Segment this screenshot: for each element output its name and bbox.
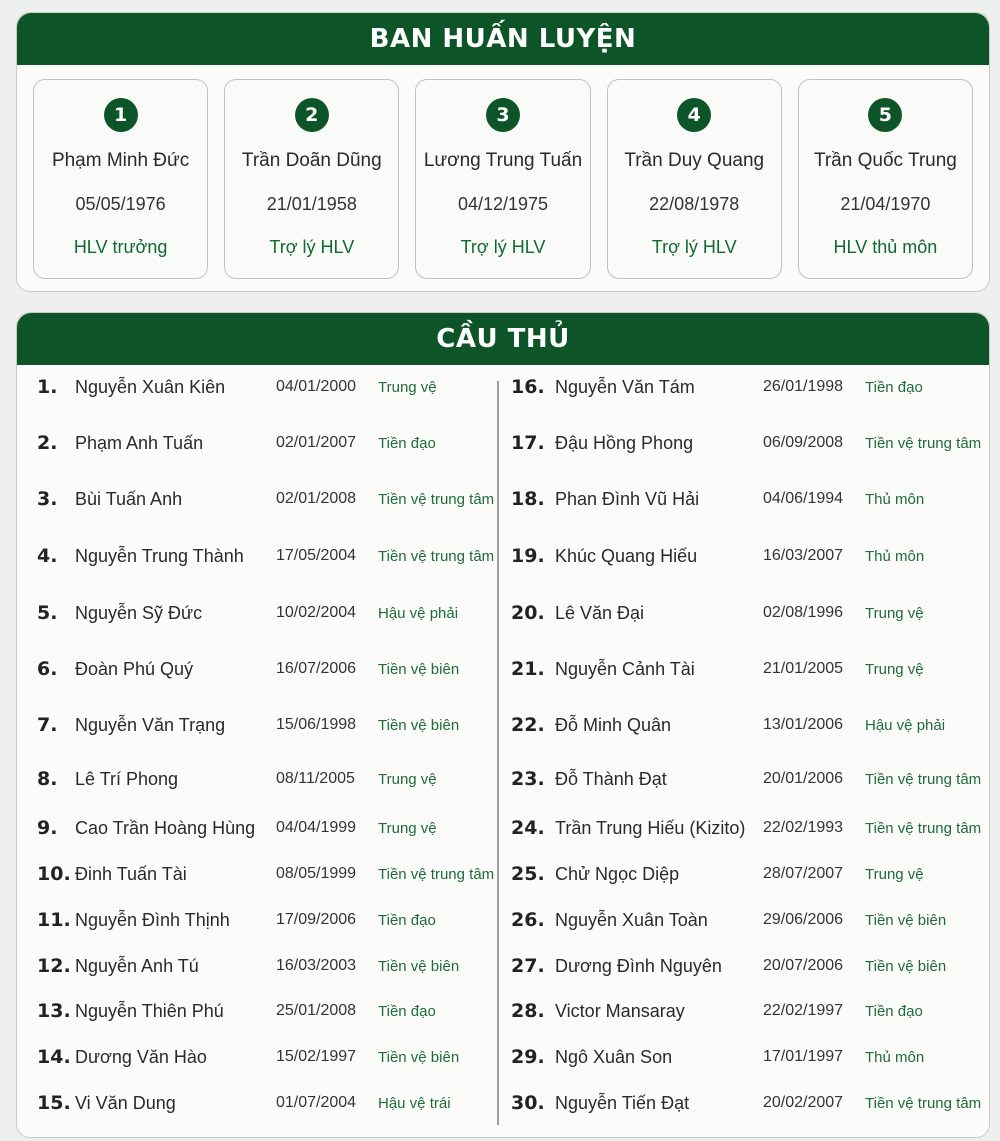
player-number: 25.: [511, 863, 545, 885]
player-row: [17, 1037, 495, 1077]
player-birthdate: 16/03/2003: [276, 957, 357, 974]
player-birthdate: 20/07/2006: [763, 957, 844, 974]
player-position: Thủ môn: [865, 547, 925, 565]
player-number: 30.: [511, 1092, 545, 1114]
player-name: Đoàn Phú Quý: [75, 658, 194, 679]
coach-birthdate: 22/08/1978: [649, 194, 740, 214]
player-name: Nguyễn Sỹ Đức: [75, 602, 203, 623]
player-position: Thủ môn: [865, 1048, 925, 1066]
player-name: Khúc Quang Hiếu: [555, 545, 698, 566]
player-position: Tiền vệ trung tâm: [378, 865, 495, 883]
player-row: [499, 900, 990, 940]
player-name: Chử Ngọc Diệp: [555, 863, 680, 884]
player-row: [499, 854, 990, 894]
player-birthdate: 06/09/2008: [763, 434, 844, 451]
player-name: Cao Trần Hoàng Hùng: [75, 817, 256, 838]
player-number: 26.: [511, 909, 545, 931]
player-birthdate: 22/02/1993: [763, 819, 844, 836]
player-name: Lê Trí Phong: [75, 768, 179, 789]
coach-number-badge: 1: [104, 98, 138, 132]
player-row: [499, 423, 990, 463]
player-birthdate: 20/01/2006: [763, 770, 844, 787]
player-birthdate: 08/05/1999: [276, 865, 357, 882]
player-position: Tiền vệ biên: [865, 911, 947, 929]
player-position: Tiền đạo: [865, 1002, 923, 1020]
player-number: 4.: [37, 545, 58, 567]
player-birthdate: 02/08/1996: [763, 604, 844, 621]
player-birthdate: 17/01/1997: [763, 1048, 844, 1065]
coach-role: HLV trưởng: [73, 237, 168, 257]
player-birthdate: 15/06/1998: [276, 716, 357, 733]
player-position: Hậu vệ phải: [865, 716, 946, 734]
player-number: 22.: [511, 714, 545, 736]
player-number: 27.: [511, 955, 545, 977]
player-row: [499, 808, 990, 848]
player-position: Hậu vệ phải: [378, 604, 459, 622]
player-position: Tiền đạo: [378, 1002, 436, 1020]
player-row: [499, 367, 990, 407]
coach-card: [607, 79, 782, 279]
player-position: Tiền đạo: [378, 911, 436, 929]
players-title: CẦU THỦ: [17, 313, 989, 365]
player-position: Trung vệ: [378, 770, 437, 788]
player-name: Nguyễn Văn Tám: [555, 376, 695, 397]
player-name: Lê Văn Đại: [555, 602, 645, 623]
player-row: [17, 367, 495, 407]
coach-role: Trợ lý HLV: [460, 237, 546, 257]
player-name: Đậu Hồng Phong: [555, 432, 694, 453]
player-name: Nguyễn Văn Trạng: [75, 714, 226, 735]
player-position: Trung vệ: [378, 819, 437, 837]
player-name: Đỗ Minh Quân: [555, 714, 672, 735]
player-position: Tiền đạo: [378, 434, 436, 452]
player-birthdate: 29/06/2006: [763, 911, 844, 928]
player-number: 6.: [37, 658, 58, 680]
player-number: 19.: [511, 545, 545, 567]
player-number: 29.: [511, 1046, 545, 1068]
player-birthdate: 04/04/1999: [276, 819, 357, 836]
player-position: Tiền vệ trung tâm: [865, 819, 982, 837]
coach-card-list: [33, 79, 973, 279]
player-number: 9.: [37, 817, 58, 839]
player-row: [17, 536, 495, 576]
player-list: [17, 371, 989, 1137]
player-birthdate: 26/01/1998: [763, 378, 844, 395]
coach-name: Lương Trung Tuấn: [423, 150, 583, 171]
player-birthdate: 17/05/2004: [276, 547, 357, 564]
player-birthdate: 04/06/1994: [763, 490, 844, 507]
coach-number-badge: 3: [486, 98, 520, 132]
player-name: Victor Mansaray: [555, 1000, 685, 1021]
player-row: [17, 593, 495, 633]
player-name: Nguyễn Tiến Đạt: [555, 1092, 690, 1113]
player-birthdate: 02/01/2008: [276, 490, 357, 507]
player-number: 24.: [511, 817, 545, 839]
coach-birthdate: 05/05/1976: [75, 194, 166, 214]
player-position: Tiền vệ biên: [378, 660, 460, 678]
coach-name: Trần Doãn Dũng: [241, 150, 382, 171]
player-name: Dương Văn Hào: [75, 1046, 207, 1067]
player-number: 12.: [37, 955, 71, 977]
coach-card: [224, 79, 399, 279]
player-birthdate: 16/07/2006: [276, 660, 357, 677]
player-number: 14.: [37, 1046, 71, 1068]
coach-birthdate: 04/12/1975: [457, 194, 549, 214]
player-number: 2.: [37, 432, 58, 454]
player-number: 1.: [37, 376, 58, 398]
player-position: Tiền vệ trung tâm: [865, 770, 982, 788]
player-number: 16.: [511, 376, 545, 398]
player-birthdate: 13/01/2006: [763, 716, 844, 733]
player-birthdate: 15/02/1997: [276, 1048, 357, 1065]
player-number: 5.: [37, 602, 58, 624]
player-row: [499, 1037, 990, 1077]
player-row: [499, 946, 990, 986]
player-name: Phạm Anh Tuấn: [75, 432, 204, 453]
player-birthdate: 01/07/2004: [276, 1094, 357, 1111]
player-birthdate: 22/02/1997: [763, 1002, 844, 1019]
player-birthdate: 28/07/2007: [763, 865, 844, 882]
player-number: 13.: [37, 1000, 71, 1022]
player-position: Trung vệ: [865, 604, 924, 622]
player-row: [17, 854, 495, 894]
player-number: 18.: [511, 488, 545, 510]
player-name: Ngô Xuân Son: [555, 1046, 673, 1067]
player-birthdate: 16/03/2007: [763, 547, 844, 564]
player-row: [499, 705, 990, 745]
coach-card: [415, 79, 590, 279]
player-position: Tiền vệ biên: [378, 957, 460, 975]
player-name: Vi Văn Dung: [75, 1092, 176, 1113]
player-row: [17, 991, 495, 1031]
player-birthdate: 10/02/2004: [276, 604, 357, 621]
player-row: [499, 536, 990, 576]
player-number: 17.: [511, 432, 545, 454]
player-position: Hậu vệ trái: [378, 1094, 451, 1112]
player-row: [17, 423, 495, 463]
player-number: 21.: [511, 658, 545, 680]
player-number: 20.: [511, 602, 545, 624]
player-position: Tiền đạo: [865, 378, 923, 396]
player-number: 23.: [511, 768, 545, 790]
player-position: Tiền vệ biên: [865, 957, 947, 975]
player-name: Nguyễn Thiên Phú: [75, 1000, 224, 1021]
player-row: [499, 479, 990, 519]
player-name: Phan Đình Vũ Hải: [555, 488, 700, 509]
player-row: [499, 759, 990, 799]
player-row: [17, 759, 495, 799]
player-birthdate: 17/09/2006: [276, 911, 357, 928]
coach-birthdate: 21/01/1958: [266, 194, 357, 214]
player-number: 3.: [37, 488, 58, 510]
player-row: [17, 946, 495, 986]
coach-name: Trần Duy Quang: [624, 150, 765, 171]
player-birthdate: 08/11/2005: [276, 770, 355, 787]
player-position: Trung vệ: [378, 378, 437, 396]
player-number: 15.: [37, 1092, 71, 1114]
coach-number-badge: 5: [868, 98, 902, 132]
coach-number-badge: 2: [295, 98, 329, 132]
coaching-staff-title: BAN HUẤN LUYỆN: [17, 13, 989, 65]
coach-role: Trợ lý HLV: [269, 237, 355, 257]
coaching-staff-panel: [16, 12, 990, 292]
player-birthdate: 21/01/2005: [763, 660, 844, 677]
player-birthdate: 25/01/2008: [276, 1002, 357, 1019]
player-position: Tiền vệ trung tâm: [378, 547, 495, 565]
coach-card: [798, 79, 973, 279]
coach-role: HLV thủ môn: [833, 237, 938, 257]
player-name: Nguyễn Cảnh Tài: [555, 658, 695, 679]
player-birthdate: 02/01/2007: [276, 434, 357, 451]
player-position: Tiền vệ trung tâm: [865, 434, 982, 452]
players-panel: [16, 312, 990, 1138]
player-row: [499, 649, 990, 689]
player-row: [17, 649, 495, 689]
player-row: [499, 991, 990, 1031]
player-name: Dương Đình Nguyên: [555, 955, 722, 976]
player-position: Tiền vệ trung tâm: [865, 1094, 982, 1112]
player-row: [17, 1083, 495, 1123]
player-name: Bùi Tuấn Anh: [75, 488, 183, 509]
coach-name: Trần Quốc Trung: [813, 150, 957, 171]
player-name: Đinh Tuấn Tài: [75, 863, 187, 884]
player-birthdate: 04/01/2000: [276, 378, 357, 395]
player-name: Nguyễn Xuân Toàn: [555, 909, 708, 930]
player-position: Tiền vệ biên: [378, 716, 460, 734]
player-number: 10.: [37, 863, 71, 885]
player-name: Trần Trung Hiếu (Kizito): [555, 817, 746, 838]
player-number: 7.: [37, 714, 58, 736]
player-row: [17, 479, 495, 519]
player-row: [499, 593, 990, 633]
player-row: [499, 1083, 990, 1123]
player-name: Đỗ Thành Đạt: [555, 768, 667, 789]
coach-birthdate: 21/04/1970: [840, 194, 931, 214]
player-row: [17, 808, 495, 848]
player-name: Nguyễn Đình Thịnh: [75, 909, 230, 930]
player-position: Trung vệ: [865, 865, 924, 883]
player-row: [17, 705, 495, 745]
coach-name: Phạm Minh Đức: [51, 150, 190, 171]
player-position: Tiền vệ biên: [378, 1048, 460, 1066]
player-number: 8.: [37, 768, 58, 790]
player-birthdate: 20/02/2007: [763, 1094, 844, 1111]
coach-role: Trợ lý HLV: [651, 237, 737, 257]
player-number: 11.: [37, 909, 71, 931]
coach-card: [33, 79, 208, 279]
player-name: Nguyễn Anh Tú: [75, 955, 199, 976]
player-name: Nguyễn Trung Thành: [75, 545, 244, 566]
player-number: 28.: [511, 1000, 545, 1022]
player-position: Trung vệ: [865, 660, 924, 678]
player-position: Tiền vệ trung tâm: [378, 490, 495, 508]
player-position: Thủ môn: [865, 490, 925, 508]
player-name: Nguyễn Xuân Kiên: [75, 376, 226, 397]
coach-number-badge: 4: [677, 98, 711, 132]
player-row: [17, 900, 495, 940]
